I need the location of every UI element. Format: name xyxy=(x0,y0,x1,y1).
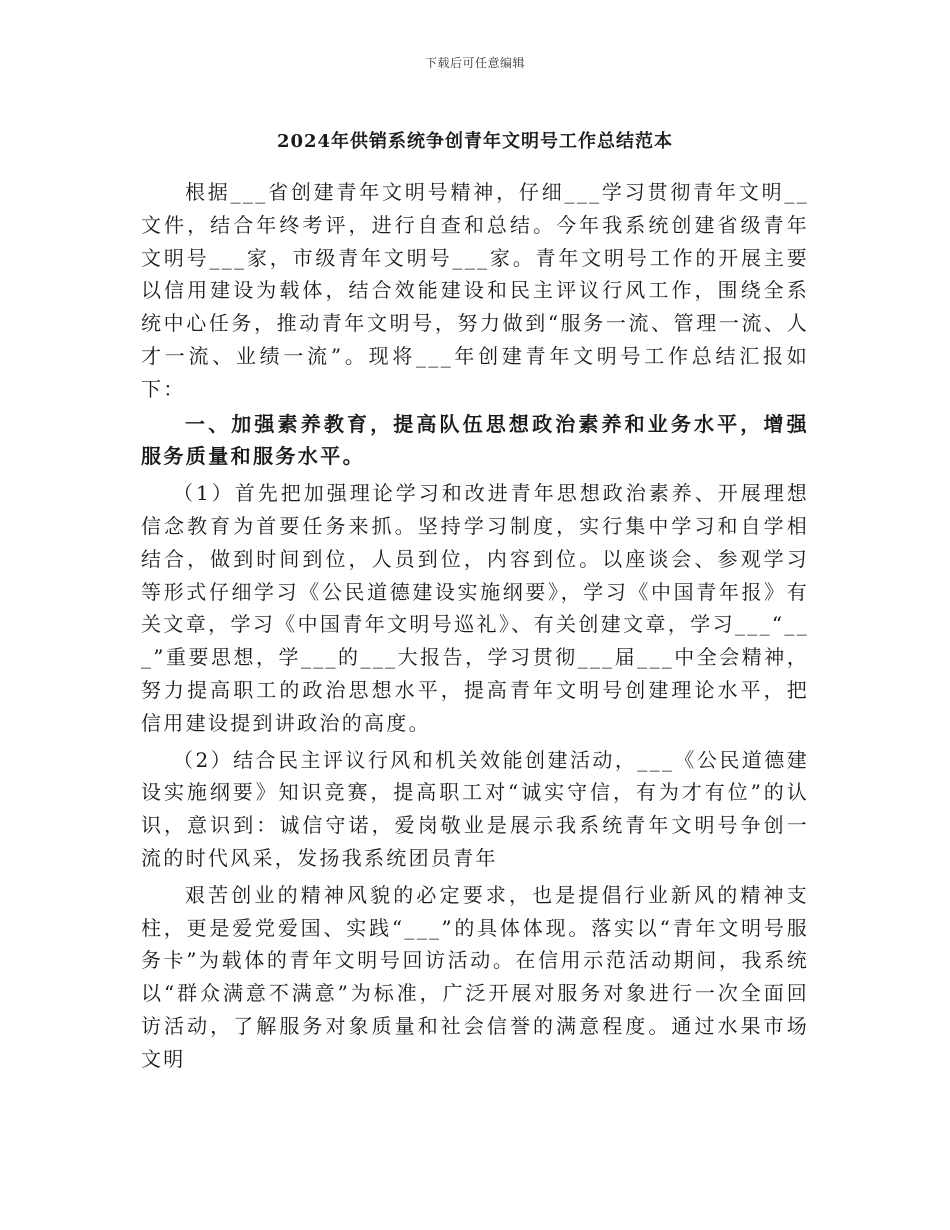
intro-paragraph: 根据___省创建青年文明号精神，仔细___学习贯彻青年文明__文件，结合年终考评，进行自查和总结。今年我系统创建省级青年文明号___家，市级青年文明号___家。青年文明号工作的开展主要以信用建设为载体，结合效能建设和民主评议行风工作，围绕全系统中心任务，推动青年文明号，努力做到“服务一流、管理一流、人才一流、业绩一流”。现将___年创建青年文明号工作总结汇报如下： xyxy=(141,180,809,401)
item-paragraph-1: （1）首先把加强理论学习和改进青年思想政治素养、开展理想信念教育为首要任务来抓。坚持学习制度，实行集中学习和自学相结合，做到时间到位，人员到位，内容到位。以座谈会、参观学习等形式仔细学习《公民道德建设实施纲要》，学习《中国青年报》有关文章，学习《中国青年文明号巡礼》、有关创建文章，学习___“___”重要思想，学___的___大报告，学习贯彻___届___中全会精神，努力提高职工的政治思想水平，提高青年文明号创建理论水平，把信用建设提到讲政治的高度。 xyxy=(141,481,809,735)
document-body xyxy=(141,176,809,1076)
section-heading: 一、加强素养教育，提高队伍思想政治素养和业务水平，增强服务质量和服务水平。 xyxy=(141,411,809,469)
continuation-paragraph: 艰苦创业的精神风貌的必定要求，也是提倡行业新风的精神支柱，更是爱党爱国、实践“___”的具体体现。落实以“青年文明号服务卡”为载体的青年文明号回访活动。在信用示范活动期间，我系统以“群众满意不满意”为标准，广泛开展对服务对象进行一次全面回访活动，了解服务对象质量和社会信誉的满意程度。通过水果市场文明 xyxy=(141,882,809,1071)
item-paragraph-2: （2）结合民主评议行风和机关效能创建活动，___《公民道德建设实施纲要》知识竞赛，提高职工对“诚实守信，有为才有位”的认识，意识到：诚信守诺，爱岗敬业是展示我系统青年文明号争创一流的时代风采，发扬我系统团员青年 xyxy=(141,747,809,870)
header-note: 下载后可任意编辑 xyxy=(424,56,525,70)
document-title: 2024年供销系统争创青年文明号工作总结范本 xyxy=(276,131,674,152)
